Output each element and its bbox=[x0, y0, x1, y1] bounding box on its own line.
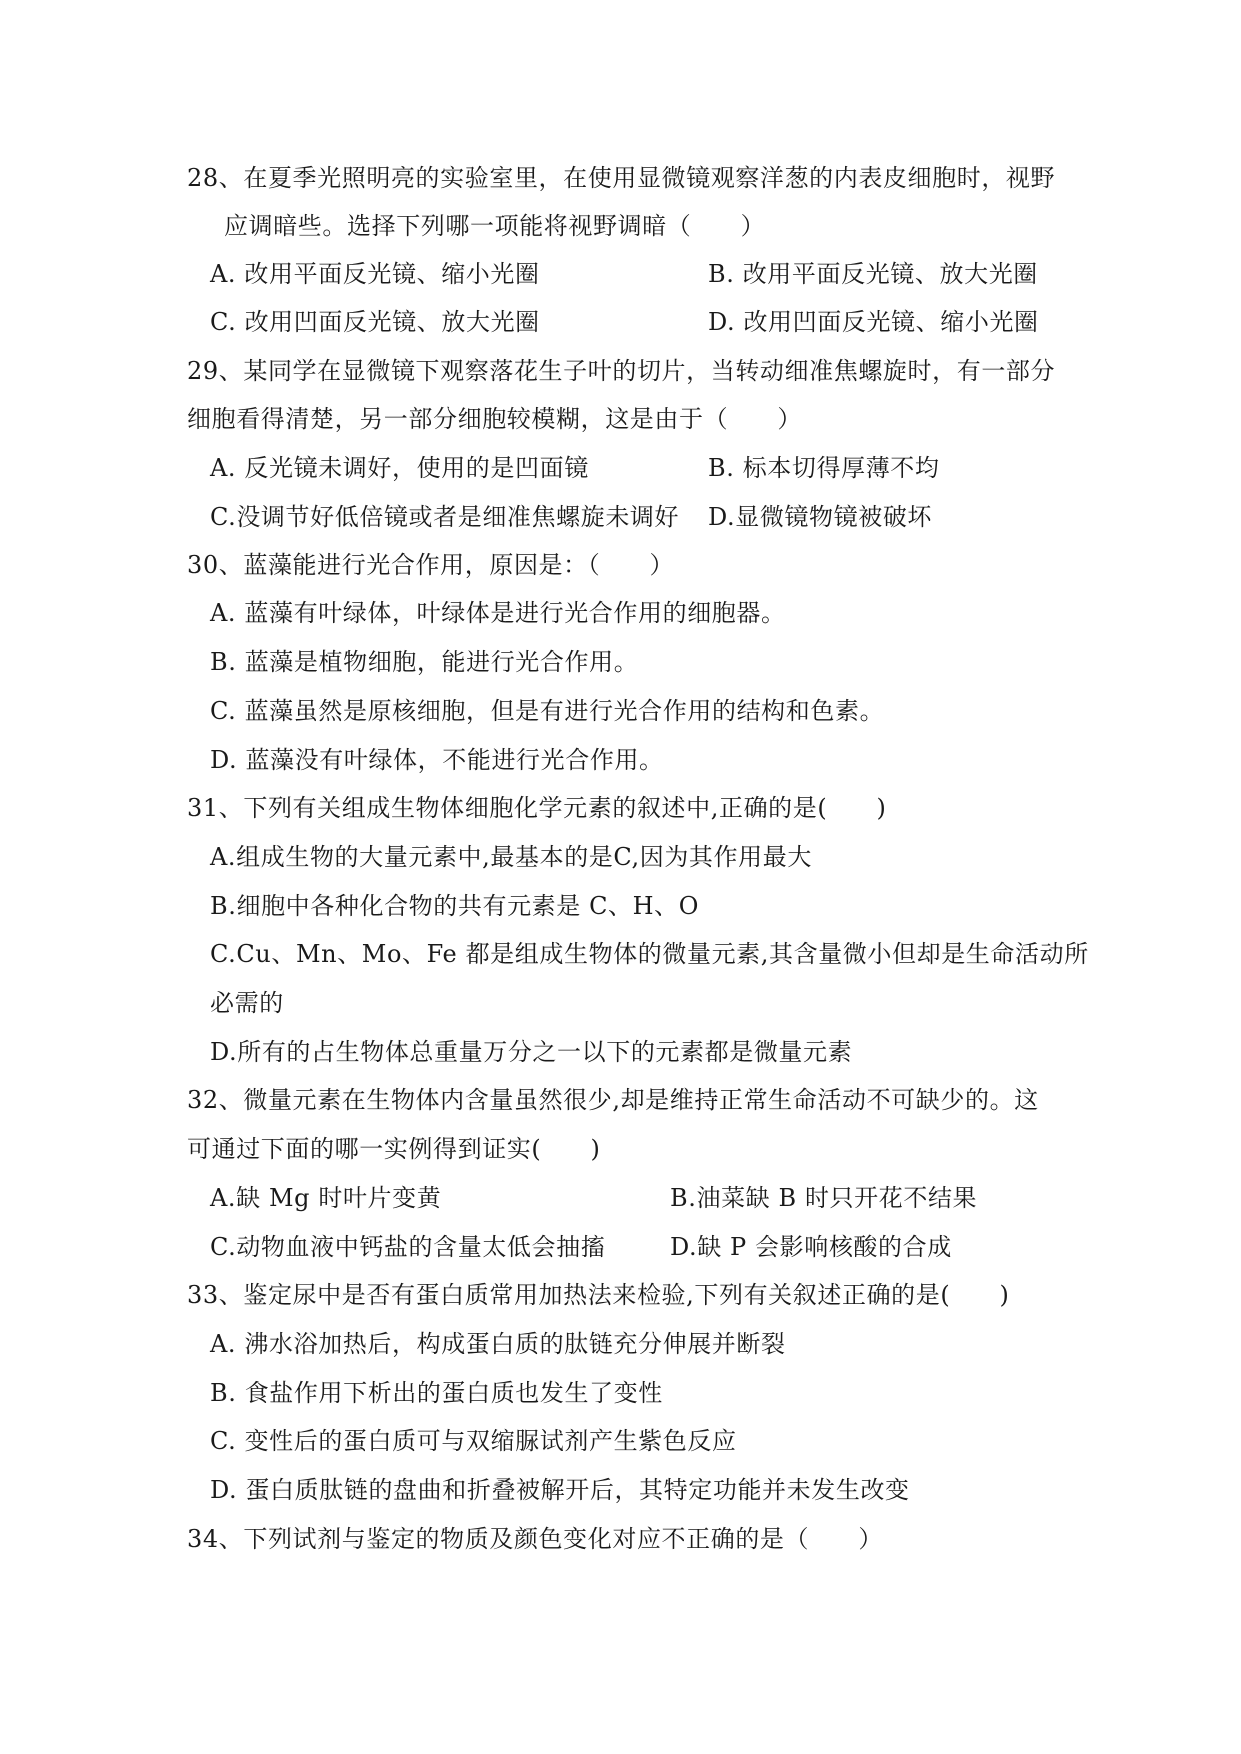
question-31-stem: 31、下列有关组成生物体细胞化学元素的叙述中,正确的是( ) bbox=[187, 794, 887, 822]
question-30-stem: 30、蓝藻能进行光合作用，原因是：（ ） bbox=[187, 551, 675, 579]
question-30-option-a: A. 蓝藻有叶绿体，叶绿体是进行光合作用的细胞器。 bbox=[210, 599, 786, 627]
question-34-stem: 34、下列试剂与鉴定的物质及颜色变化对应不正确的是（ ） bbox=[187, 1525, 883, 1553]
question-33-option-d: D. 蛋白质肽链的盘曲和折叠被解开后，其特定功能并未发生改变 bbox=[210, 1476, 910, 1504]
question-28-option-a: A. 改用平面反光镜、缩小光圈 bbox=[210, 260, 540, 288]
question-32-option-a: A.缺 Mg 时叶片变黄 bbox=[210, 1184, 442, 1212]
question-30-option-b: B. 蓝藻是植物细胞，能进行光合作用。 bbox=[210, 648, 639, 676]
question-31-option-c-cont: 必需的 bbox=[210, 989, 284, 1017]
question-29-option-d: D.显微镜物镜被破坏 bbox=[708, 503, 933, 531]
question-33-stem: 33、鉴定尿中是否有蛋白质常用加热法来检验,下列有关叙述正确的是( ) bbox=[187, 1281, 1010, 1309]
question-33-option-c: C. 变性后的蛋白质可与双缩脲试剂产生紫色反应 bbox=[210, 1427, 737, 1455]
question-29-option-c: C.没调节好低倍镜或者是细准焦螺旋未调好 bbox=[210, 503, 680, 531]
question-33-option-b: B. 食盐作用下析出的蛋白质也发生了变性 bbox=[210, 1379, 663, 1407]
question-32-option-b: B.油菜缺 B 时只开花不结果 bbox=[670, 1184, 978, 1212]
question-31-option-c: C.Cu、Mn、Mo、Fe 都是组成生物体的微量元素,其含量微小但却是生命活动所 bbox=[210, 940, 1089, 968]
question-33-option-a: A. 沸水浴加热后，构成蛋白质的肽链充分伸展并断裂 bbox=[210, 1330, 786, 1358]
question-31-option-b: B.细胞中各种化合物的共有元素是 C、H、O bbox=[210, 892, 700, 920]
question-32-option-c: C.动物血液中钙盐的含量太低会抽搐 bbox=[210, 1233, 606, 1261]
question-32-stem: 32、微量元素在生物体内含量虽然很少,却是维持正常生命活动不可缺少的。这 bbox=[187, 1086, 1039, 1114]
question-30-option-d: D. 蓝藻没有叶绿体，不能进行光合作用。 bbox=[210, 746, 664, 774]
question-32-option-d: D.缺 P 会影响核酸的合成 bbox=[670, 1233, 952, 1261]
question-29-stem: 29、某同学在显微镜下观察落花生子叶的切片，当转动细准焦螺旋时，有一部分 bbox=[187, 357, 1056, 385]
question-29-stem-cont: 细胞看得清楚，另一部分细胞较模糊，这是由于（ ） bbox=[187, 405, 802, 433]
question-28-stem: 28、在夏季光照明亮的实验室里，在使用显微镜观察洋葱的内表皮细胞时，视野 bbox=[187, 164, 1056, 192]
question-28-option-b: B. 改用平面反光镜、放大光圈 bbox=[708, 260, 1038, 288]
question-32-stem-cont: 可通过下面的哪一实例得到证实( ) bbox=[187, 1135, 601, 1163]
question-31-option-a: A.组成生物的大量元素中,最基本的是C,因为其作用最大 bbox=[210, 843, 812, 871]
question-29-option-b: B. 标本切得厚薄不均 bbox=[708, 454, 940, 482]
question-29-option-a: A. 反光镜未调好，使用的是凹面镜 bbox=[210, 454, 589, 482]
question-30-option-c: C. 蓝藻虽然是原核细胞，但是有进行光合作用的结构和色素。 bbox=[210, 697, 885, 725]
question-28-option-d: D. 改用凹面反光镜、缩小光圈 bbox=[708, 308, 1039, 336]
question-28-stem-cont: 应调暗些。选择下列哪一项能将视野调暗（ ） bbox=[224, 212, 766, 240]
question-31-option-d: D.所有的占生物体总重量万分之一以下的元素都是微量元素 bbox=[210, 1038, 853, 1066]
question-28-option-c: C. 改用凹面反光镜、放大光圈 bbox=[210, 308, 540, 336]
